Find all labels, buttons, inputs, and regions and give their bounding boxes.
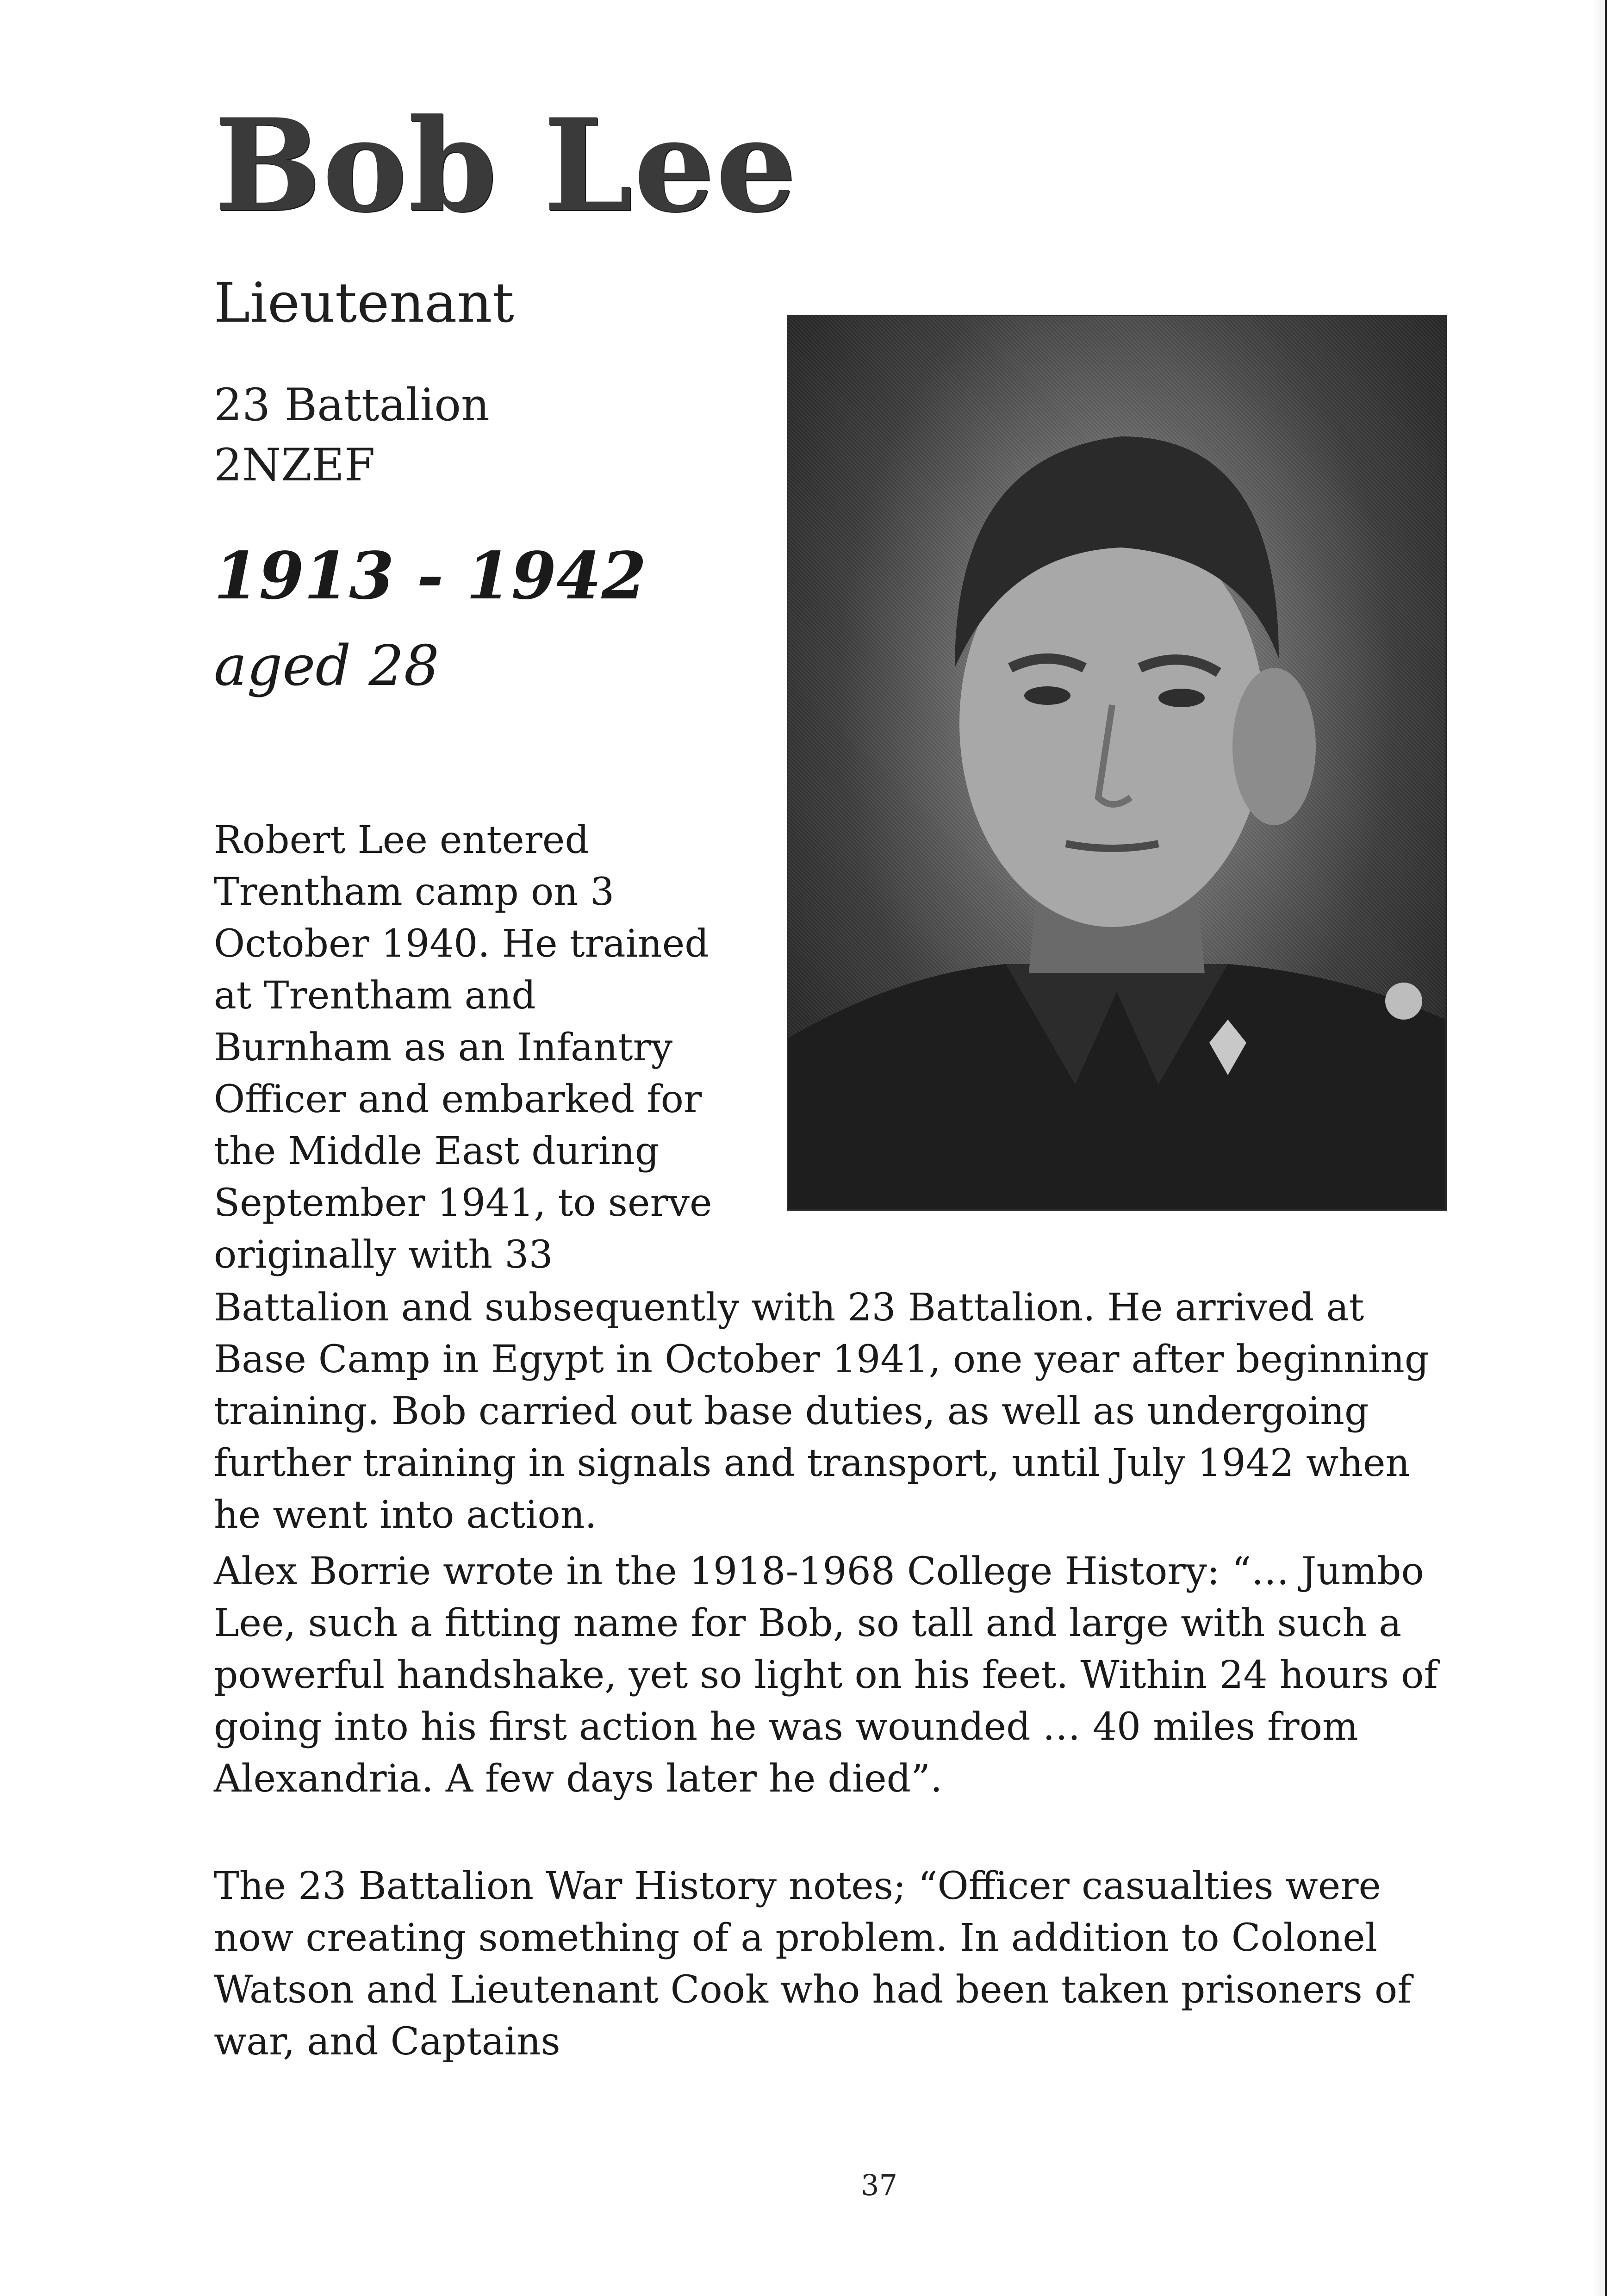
unit-block	[214, 375, 490, 495]
page-edge-shadow	[1592, 0, 1605, 2296]
text-line: September 1941, to serve	[214, 1181, 712, 1225]
portrait-illustration	[788, 316, 1445, 1209]
unit-battalion: 23 Battalion	[214, 379, 490, 431]
life-years: 1913 - 1942	[214, 538, 647, 614]
rank-label: Lieutenant	[214, 271, 514, 335]
page-title: Bob Lee	[214, 91, 798, 240]
text-line: Trentham camp on 3	[214, 870, 615, 914]
paragraph-3: The 23 Battalion War History notes; “Officer casualties were now creating something of a problem. In addition to Colonel Watson and Lieutenant Cook who had been taken prisoners of war, and Captains	[214, 1864, 1412, 2064]
paragraph-2: Alex Borrie wrote in the 1918-1968 College History: “… Jumbo Lee, such a fitting name for Bob, so tall and large with such a powerful handshake, yet so light on his feet. Within 24 hours of going into his first action he was wounded … 40 miles from Alexandria. A few days later he died”.	[214, 1549, 1438, 1801]
portrait-photo	[787, 315, 1447, 1211]
text-line: originally with 33	[214, 1233, 553, 1277]
age-at-death: aged 28	[214, 634, 440, 698]
page-edge-line	[1605, 0, 1607, 2296]
text-line: Robert Lee entered	[214, 818, 589, 862]
paragraph-1-wrapped	[214, 815, 714, 1281]
page-number: 37	[861, 2168, 897, 2202]
text-line: Officer and embarked for	[214, 1077, 702, 1121]
text-line: at Trentham and	[214, 974, 536, 1018]
paragraph-1-continued: Battalion and subsequently with 23 Battalion. He arrived at Base Camp in Egypt in October 1941, one year after beginning training. Bob carried out base duties, as well as undergoing further training in signals and transport, until July 1942 when he went into action.	[214, 1286, 1429, 1537]
text-line: Burnham as an Infantry	[214, 1026, 673, 1070]
text-line: the Middle East during	[214, 1129, 660, 1173]
text-line: October 1940. He trained	[214, 922, 709, 966]
unit-force: 2NZEF	[214, 439, 375, 491]
